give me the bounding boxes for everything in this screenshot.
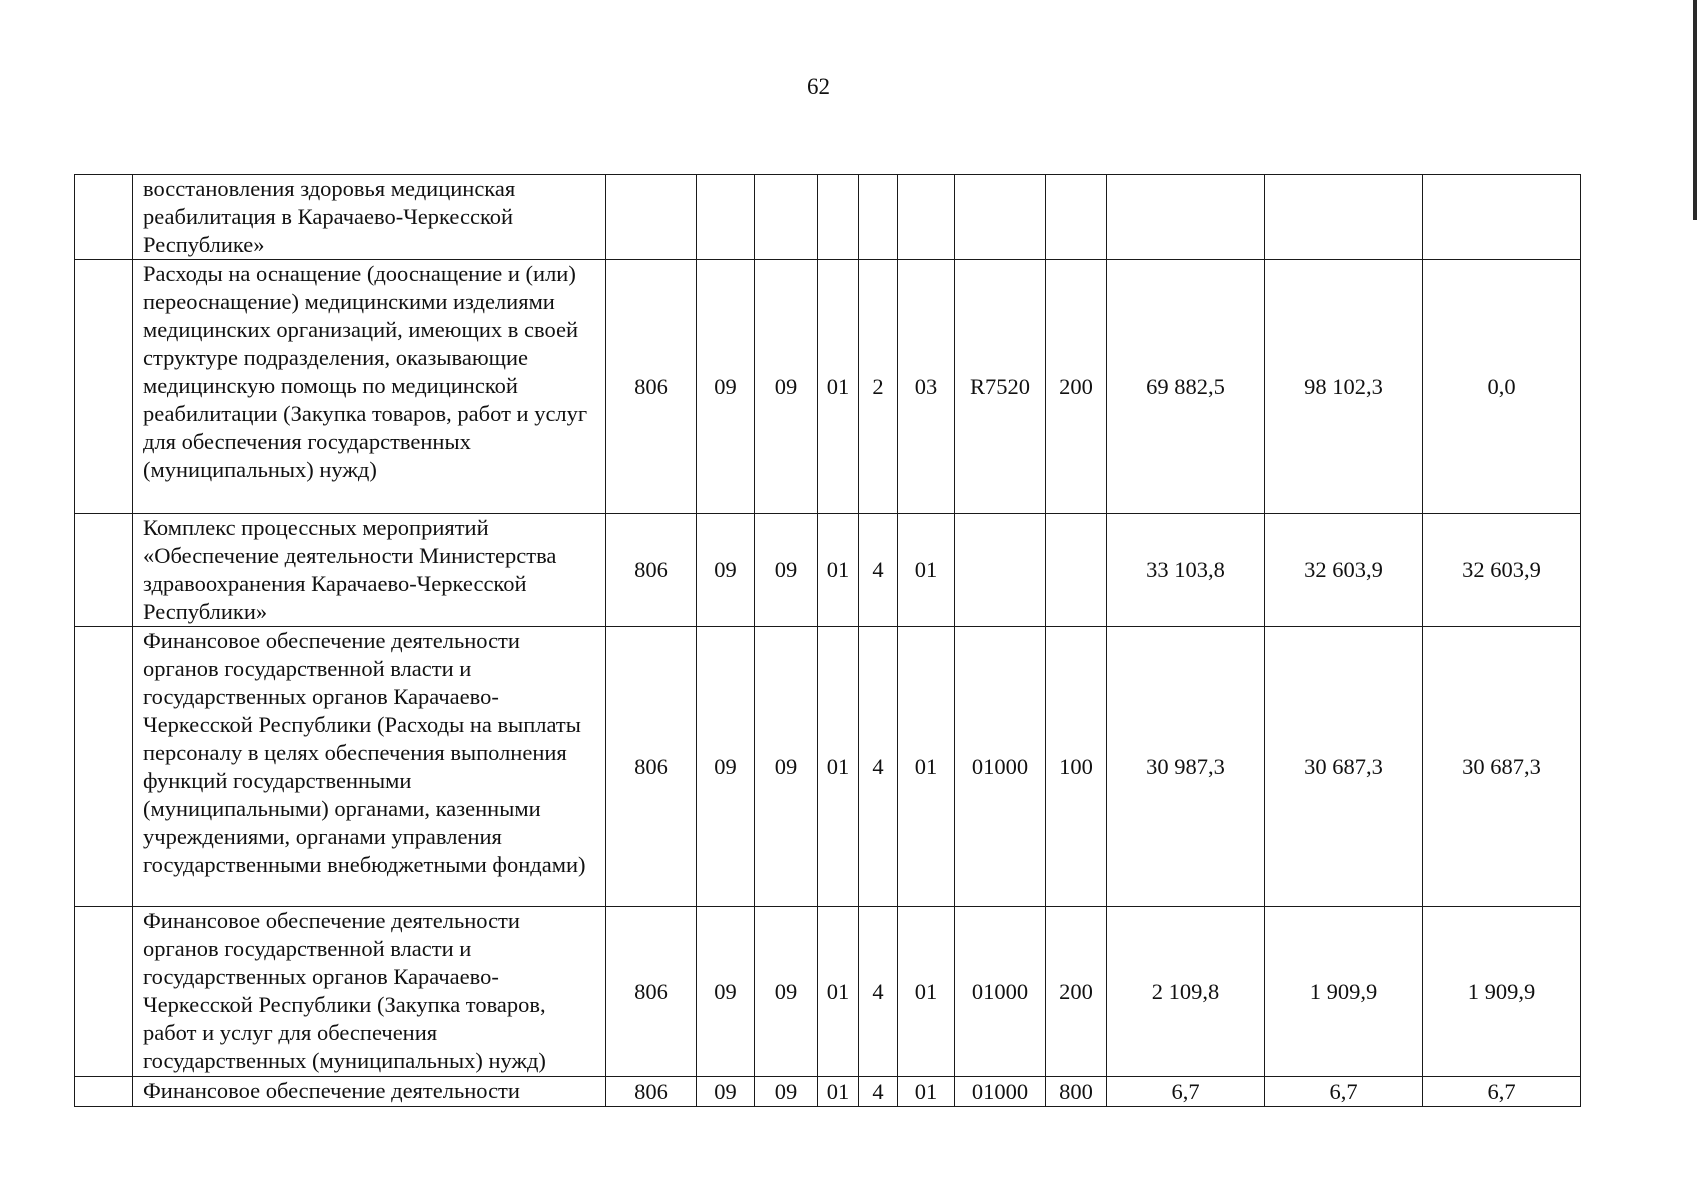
structure-code-cell: 01 — [898, 514, 955, 627]
subsection-code-cell: 09 — [755, 514, 818, 627]
structure-code-cell: 01 — [898, 1077, 955, 1107]
sum-year3-cell: 1 909,9 — [1423, 907, 1581, 1077]
sum-year3-cell: 0,0 — [1423, 260, 1581, 514]
row-number-cell — [75, 627, 133, 907]
item-name-cell: Комплекс процессных мероприятий «Обеспечение деятельности Министерства здравоохранения Карачаево-Черкесской Республики» — [133, 514, 606, 627]
admin-code-cell: 806 — [606, 1077, 697, 1107]
table-row — [75, 907, 1581, 1077]
direction-code-cell: 01000 — [955, 1077, 1046, 1107]
program-code-cell: 01 — [818, 907, 859, 1077]
sum-year2-cell: 32 603,9 — [1265, 514, 1423, 627]
table-row — [75, 260, 1581, 514]
type-code-cell — [859, 175, 898, 260]
type-code-cell: 4 — [859, 627, 898, 907]
table-row — [75, 1077, 1581, 1107]
admin-code-cell: 806 — [606, 627, 697, 907]
expense-type-cell: 800 — [1046, 1077, 1107, 1107]
item-name-cell: Финансовое обеспечение деятельности органов государственной власти и государственных органов Карачаево-Черкесской Республики (Расходы на выплаты персоналу в целях обеспечения выполнения функций государственными (муниципальными) органами, казенными учреждениями, органами управления государственными внебюджетными фондами) — [133, 627, 606, 907]
sum-year3-cell: 30 687,3 — [1423, 627, 1581, 907]
sum-year1-cell: 69 882,5 — [1107, 260, 1265, 514]
section-code-cell: 09 — [697, 514, 755, 627]
subsection-code-cell: 09 — [755, 627, 818, 907]
program-code-cell — [818, 175, 859, 260]
row-number-cell — [75, 907, 133, 1077]
direction-code-cell — [955, 514, 1046, 627]
direction-code-cell: 01000 — [955, 627, 1046, 907]
structure-code-cell: 03 — [898, 260, 955, 514]
sum-year2-cell: 6,7 — [1265, 1077, 1423, 1107]
sum-year3-cell: 6,7 — [1423, 1077, 1581, 1107]
structure-code-cell: 01 — [898, 627, 955, 907]
subsection-code-cell — [755, 175, 818, 260]
subsection-code-cell: 09 — [755, 260, 818, 514]
type-code-cell: 4 — [859, 907, 898, 1077]
subsection-code-cell: 09 — [755, 1077, 818, 1107]
program-code-cell: 01 — [818, 627, 859, 907]
item-name-cell: Финансовое обеспечение деятельности органов государственной власти и государственных органов Карачаево-Черкесской Республики (Закупка товаров, работ и услуг для обеспечения государственных (муниципальных) нужд) — [133, 907, 606, 1077]
sum-year3-cell: 32 603,9 — [1423, 514, 1581, 627]
table-row — [75, 627, 1581, 907]
row-number-cell — [75, 1077, 133, 1107]
type-code-cell: 2 — [859, 260, 898, 514]
row-number-cell — [75, 175, 133, 260]
sum-year2-cell: 30 687,3 — [1265, 627, 1423, 907]
subsection-code-cell: 09 — [755, 907, 818, 1077]
expense-type-cell: 100 — [1046, 627, 1107, 907]
sum-year1-cell: 6,7 — [1107, 1077, 1265, 1107]
page-number: 62 — [807, 74, 830, 99]
section-code-cell — [697, 175, 755, 260]
expense-type-cell — [1046, 514, 1107, 627]
table-row — [75, 175, 1581, 260]
structure-code-cell — [898, 175, 955, 260]
section-code-cell: 09 — [697, 260, 755, 514]
sum-year2-cell: 1 909,9 — [1265, 907, 1423, 1077]
expense-type-cell — [1046, 175, 1107, 260]
section-code-cell: 09 — [697, 627, 755, 907]
type-code-cell: 4 — [859, 514, 898, 627]
sum-year1-cell — [1107, 175, 1265, 260]
expense-type-cell: 200 — [1046, 907, 1107, 1077]
admin-code-cell: 806 — [606, 907, 697, 1077]
program-code-cell: 01 — [818, 514, 859, 627]
section-code-cell: 09 — [697, 1077, 755, 1107]
sum-year1-cell: 33 103,8 — [1107, 514, 1265, 627]
scan-edge-mark — [1693, 0, 1697, 220]
admin-code-cell — [606, 175, 697, 260]
sum-year2-cell: 98 102,3 — [1265, 260, 1423, 514]
direction-code-cell — [955, 175, 1046, 260]
row-number-cell — [75, 514, 133, 627]
program-code-cell: 01 — [818, 1077, 859, 1107]
item-name-cell: Расходы на оснащение (дооснащение и (или) переоснащение) медицинскими изделиями медицинских организаций, имеющих в своей структуре подразделения, оказывающие медицинскую помощь по медицинской реабилитации (Закупка товаров, работ и услуг для обеспечения государственных (муниципальных) нужд) — [133, 260, 606, 514]
expense-type-cell: 200 — [1046, 260, 1107, 514]
admin-code-cell: 806 — [606, 260, 697, 514]
structure-code-cell: 01 — [898, 907, 955, 1077]
row-number-cell — [75, 260, 133, 514]
table-row — [75, 514, 1581, 627]
item-name-cell: Финансовое обеспечение деятельности — [133, 1077, 606, 1107]
sum-year1-cell: 30 987,3 — [1107, 627, 1265, 907]
direction-code-cell: R7520 — [955, 260, 1046, 514]
sum-year2-cell — [1265, 175, 1423, 260]
type-code-cell: 4 — [859, 1077, 898, 1107]
item-name-cell: восстановления здоровья медицинская реабилитация в Карачаево-Черкесской Республике» — [133, 175, 606, 260]
budget-table — [74, 174, 1581, 1107]
sum-year1-cell: 2 109,8 — [1107, 907, 1265, 1077]
sum-year3-cell — [1423, 175, 1581, 260]
program-code-cell: 01 — [818, 260, 859, 514]
admin-code-cell: 806 — [606, 514, 697, 627]
section-code-cell: 09 — [697, 907, 755, 1077]
direction-code-cell: 01000 — [955, 907, 1046, 1077]
